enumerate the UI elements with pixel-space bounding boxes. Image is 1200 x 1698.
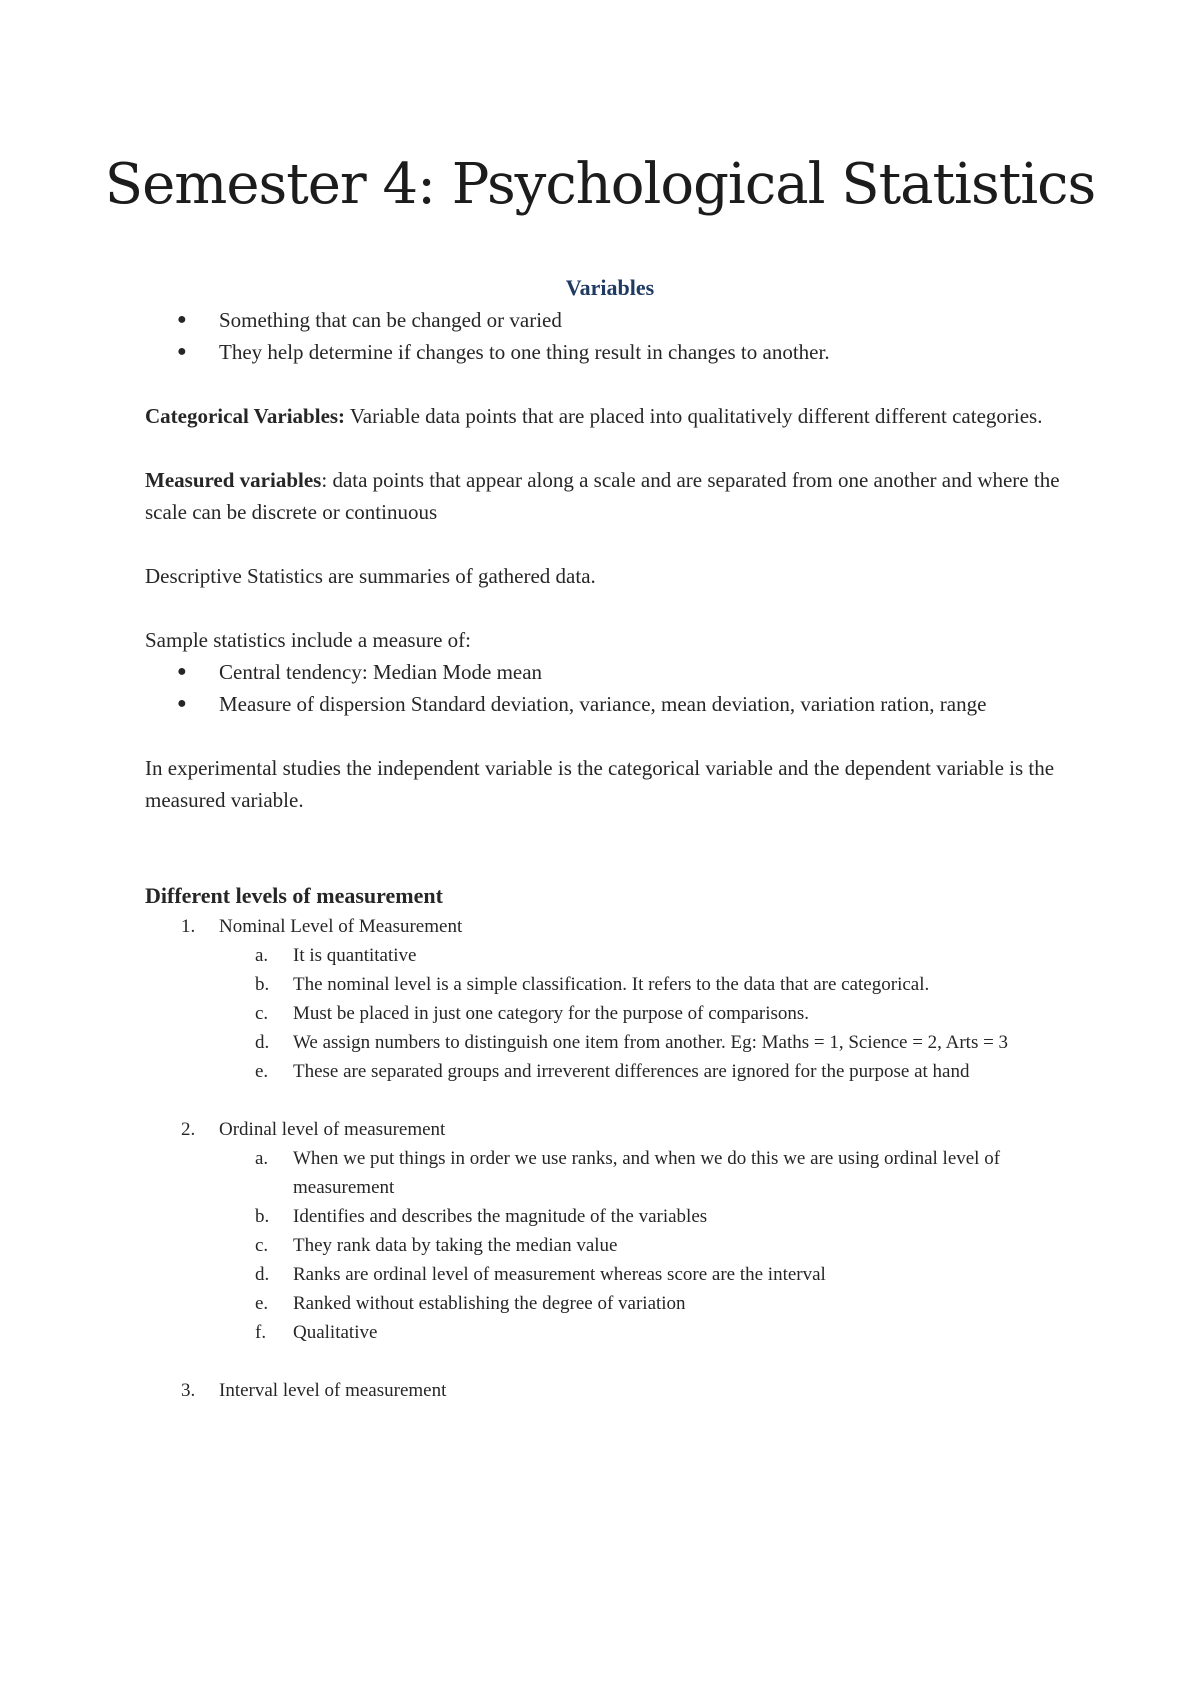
list-item bbox=[177, 656, 1075, 688]
sample-statistics-bullet-list bbox=[145, 656, 1075, 720]
list-item bbox=[219, 1318, 1075, 1347]
list-item bbox=[219, 970, 1075, 999]
list-item bbox=[219, 1231, 1075, 1260]
level-item-ordinal bbox=[145, 1115, 1075, 1347]
list-letter: e. bbox=[255, 1293, 269, 1314]
list-item-text: Ranked without establishing the degree of variation bbox=[293, 1293, 686, 1314]
list-item-text: They help determine if changes to one thing result in changes to another. bbox=[219, 340, 830, 364]
list-letter: d. bbox=[255, 1264, 270, 1285]
levels-of-measurement-heading: Different levels of measurement bbox=[145, 883, 443, 908]
list-item bbox=[219, 1289, 1075, 1318]
list-item-text: We assign numbers to distinguish one item from another. Eg: Maths = 1, Science = 2, Arts = 3 bbox=[293, 1032, 1009, 1053]
level-item-nominal bbox=[145, 912, 1075, 1086]
list-item bbox=[219, 999, 1075, 1028]
list-item bbox=[219, 1028, 1075, 1057]
list-number: 1. bbox=[181, 916, 196, 937]
page-title: Semester 4: Psychological Statistics bbox=[104, 152, 1096, 217]
level-item-interval bbox=[145, 1376, 1075, 1405]
document-body bbox=[145, 272, 1075, 1405]
list-letter: e. bbox=[255, 1061, 269, 1082]
list-item bbox=[219, 1202, 1075, 1231]
bullet-icon: ● bbox=[177, 311, 187, 328]
list-item bbox=[177, 304, 1075, 336]
level-title: Nominal Level of Measurement bbox=[219, 916, 463, 937]
list-item-text: Must be placed in just one category for the purpose of comparisons. bbox=[293, 1003, 810, 1024]
list-item bbox=[219, 941, 1075, 970]
list-item-text: These are separated groups and irreverent differences are ignored for the purpose at hand bbox=[293, 1061, 970, 1082]
bullet-icon: ● bbox=[177, 695, 187, 712]
categorical-variables-label: Categorical Variables: bbox=[145, 404, 346, 428]
list-item-text: Central tendency: Median Mode mean bbox=[219, 660, 543, 684]
experimental-studies-paragraph: In experimental studies the independent variable is the categorical variable and the dependent variable is the measured variable. bbox=[145, 756, 1055, 812]
list-letter: b. bbox=[255, 974, 270, 995]
descriptive-statistics-paragraph: Descriptive Statistics are summaries of gathered data. bbox=[145, 564, 596, 588]
list-letter: b. bbox=[255, 1206, 270, 1227]
list-letter: c. bbox=[255, 1003, 269, 1024]
list-number: 2. bbox=[181, 1119, 196, 1140]
list-item-text: Ranks are ordinal level of measurement whereas score are the interval bbox=[293, 1264, 826, 1285]
measured-variables-paragraph bbox=[145, 464, 1075, 528]
list-item bbox=[219, 1144, 1075, 1202]
level-title: Ordinal level of measurement bbox=[219, 1119, 446, 1140]
levels-list bbox=[145, 912, 1075, 1405]
list-item-text: When we put things in order we use ranks, and when we do this we are using ordinal level of measurement bbox=[293, 1148, 1001, 1198]
list-letter: a. bbox=[255, 1148, 269, 1169]
sample-statistics-intro: Sample statistics include a measure of: bbox=[145, 628, 471, 652]
list-item-text: It is quantitative bbox=[293, 945, 417, 966]
variables-heading: Variables bbox=[565, 275, 655, 300]
variables-bullet-list bbox=[145, 304, 1075, 368]
list-item bbox=[177, 688, 1075, 720]
list-item-text: Measure of dispersion Standard deviation, variance, mean deviation, variation ration, range bbox=[219, 692, 987, 716]
bullet-icon: ● bbox=[177, 663, 187, 680]
list-item bbox=[219, 1260, 1075, 1289]
list-item-text: The nominal level is a simple classification. It refers to the data that are categorical. bbox=[293, 974, 930, 995]
list-letter: c. bbox=[255, 1235, 269, 1256]
measured-variables-text: : data points that appear along a scale and are separated from one another and where the scale can be discrete or continuous bbox=[145, 468, 1060, 524]
bullet-icon: ● bbox=[177, 343, 187, 360]
sub-list bbox=[219, 941, 1075, 1086]
list-letter: f. bbox=[255, 1322, 267, 1343]
list-item-text: Something that can be changed or varied bbox=[219, 308, 562, 332]
measured-variables-label: Measured variables bbox=[145, 468, 322, 492]
list-item bbox=[177, 336, 1075, 368]
list-number: 3. bbox=[181, 1380, 196, 1401]
list-item bbox=[219, 1057, 1075, 1086]
list-item-text: Qualitative bbox=[293, 1322, 378, 1343]
list-letter: a. bbox=[255, 945, 269, 966]
sub-list bbox=[219, 1144, 1075, 1347]
list-item-text: Identifies and describes the magnitude of the variables bbox=[293, 1206, 708, 1227]
categorical-variables-paragraph bbox=[145, 400, 1075, 432]
categorical-variables-text: Variable data points that are placed into qualitatively different different categories. bbox=[345, 404, 1043, 428]
list-item-text: They rank data by taking the median value bbox=[293, 1235, 618, 1256]
list-letter: d. bbox=[255, 1032, 270, 1053]
level-title: Interval level of measurement bbox=[219, 1380, 447, 1401]
